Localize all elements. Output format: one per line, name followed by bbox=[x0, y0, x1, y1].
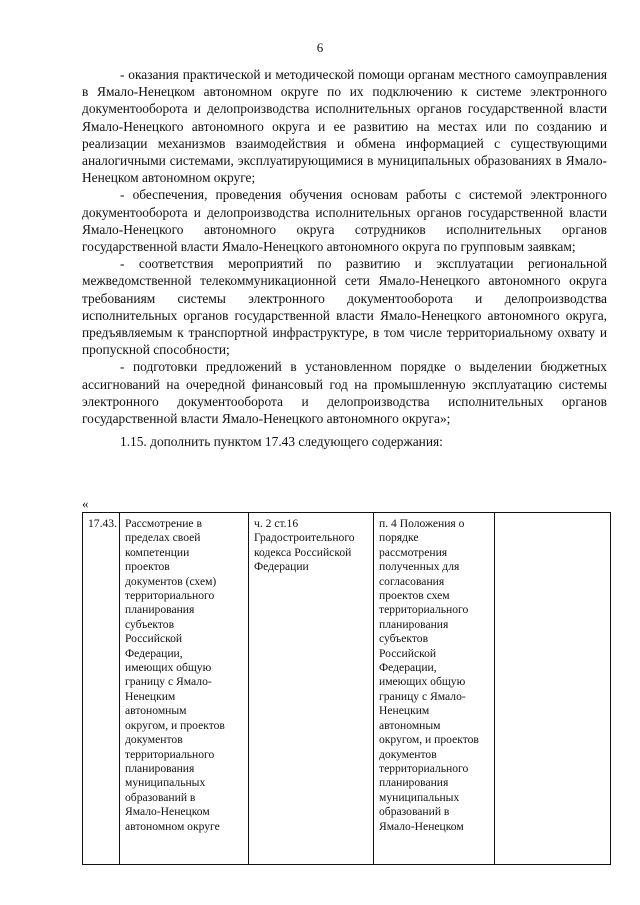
paragraph-network: - соответствия мероприятий по развитию и эксплуатации региональной межведомственной телекоммуникационной сети Ямало-Ненецкого автономного округа требованиям системы электронного документооборота и делопроизводства исполнительных органов государственной власти Ямало-Ненецкого автономного округа, предъявляемым к транспортной инфраструктуре, в том числе территориальному охвату и пропускной способности; bbox=[82, 256, 607, 358]
paragraph-assistance: - оказания практической и методической помощи органам местного самоуправления в Ямало-Ненецком автономном округе по их подключению к системе электронного документооборота и делопроизводства исполнительных органов государственной власти Ямало-Ненецкого автономного округа и ее развитию на местах или по созданию и реализации механизмов взаимодействия и обмена информацией с существующими аналогичными системами, эксплуатирующимися в муниципальных образованиях в Ямало-Ненецком автономном округе; bbox=[82, 67, 607, 186]
point-1-15: 1.15. дополнить пунктом 17.43 следующего содержания: bbox=[120, 434, 443, 450]
opening-quote: « bbox=[82, 496, 89, 511]
paragraph-budget: - подготовки предложений в установленном порядке о выделении бюджетных ассигнований на очередной финансовый год на промышленную эксплуатацию системы электронного документооборота и делопроизводства исполнительных органов государственной власти Ямало-Ненецкого автономного округа»; bbox=[82, 359, 607, 427]
functions-table bbox=[82, 512, 611, 865]
body-text bbox=[82, 66, 607, 450]
row-description-cell: Рассмотрение в пределах своей компетенции проектов документов (схем) территориального планирования субъектов Российской Федерации, имеющих общую границу с Ямало- Ненецким автономным округом, и проектов документов территориального планирования муниципальных образований в Ямало-Ненецком автономном округе bbox=[120, 513, 249, 865]
table-row bbox=[83, 513, 611, 865]
row-regulation-cell: п. 4 Положения о порядке рассмотрения полученных для согласования проектов схем территориального планирования субъектов Российской Федерации, имеющих общую границу с Ямало- Ненецким автономным округом, и проектов документов территориального планирования муниципальных образований в Ямало-Ненецком bbox=[374, 513, 495, 865]
page-number: 6 bbox=[316, 40, 324, 55]
row-number-cell: 17.43. bbox=[83, 513, 120, 865]
row-empty-cell bbox=[495, 513, 611, 865]
paragraph-training: - обеспечения, проведения обучения основам работы с системой электронного документооборота и делопроизводства исполнительных органов государственной власти Ямало-Ненецкого автономного округа сотрудников исполнительных органов государственной власти Ямало-Ненецкого автономного округа по групповым заявкам; bbox=[82, 187, 607, 255]
row-law-cell: ч. 2 ст.16 Градостроительного кодекса Российской Федерации bbox=[249, 513, 374, 865]
